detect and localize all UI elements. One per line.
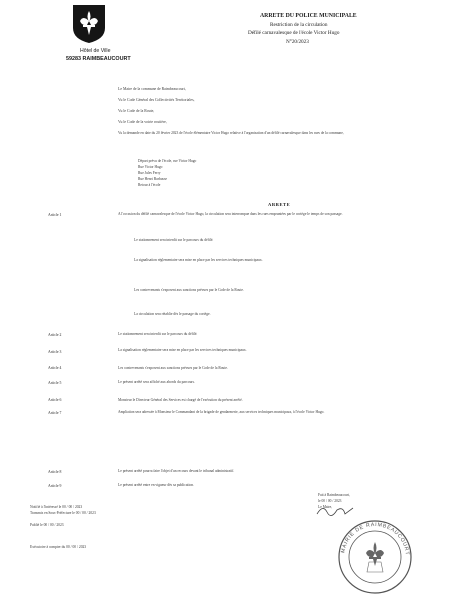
article-detail: Les contrevenants s'exposent aux sanctions prévues par le Code de la Route. bbox=[134, 288, 244, 292]
article-label: Article 2 bbox=[48, 333, 62, 337]
town-address: 59283 RAIMBEAUCOURT bbox=[66, 56, 131, 62]
article-detail: La signalisation réglementaire sera mise en place par les services techniques municipaux. bbox=[134, 258, 263, 262]
official-seal-stamp bbox=[336, 518, 414, 596]
article-text: A l'occasion du défilé carnavalesque de l'école Victor Hugo, la circulation sera interrompue dans les rues empruntées par le cortège le temps de son passage. bbox=[118, 212, 343, 216]
decree-subtitle: Restriction de la circulation bbox=[270, 22, 328, 28]
article-text: Le stationnement sera interdit sur le parcours du défilé. bbox=[118, 332, 198, 336]
notification-line: Notifié à l'intéressé le 00 / 00 / 2023 bbox=[30, 505, 83, 509]
article-text: Ampliation sera adressée à Monsieur le Commandant de la brigade de gendarmerie, aux services techniques municipaux, à l'école Victor Hugo. bbox=[118, 410, 325, 414]
considering-paragraph: Vu la demande en date du 20 février 2023 de l'école élémentaire Victor Hugo relative à l'organisation d'un défilé carnavalesque dans les rues de la commune, bbox=[118, 131, 344, 135]
article-label: Article 4 bbox=[48, 366, 62, 370]
list-item: Retour à l'école bbox=[138, 183, 161, 187]
executory-line: Exécutoire à compter du 00 / 00 / 2023 bbox=[30, 545, 87, 549]
fleur-de-lis-crest-icon bbox=[72, 4, 106, 44]
decree-object: Défilé carnavalesque de l'école Victor Hugo bbox=[248, 30, 340, 36]
list-item: Rue Henri Barbusse bbox=[138, 177, 167, 181]
article-text: Le présent arrêté pourra faire l'objet d'un recours devant le tribunal administratif. bbox=[118, 469, 235, 473]
article-note: La circulation sera rétablie dès le passage du cortège. bbox=[134, 312, 211, 316]
article-text: Les contrevenants s'exposent aux sanctions prévues par le Code de la Route. bbox=[118, 366, 228, 370]
article-text: La signalisation réglementaire sera mise en place par les services techniques municipaux. bbox=[118, 348, 247, 352]
intro-cgct: Vu le Code Général des Collectivités Territoriales, bbox=[118, 98, 195, 102]
article-text: Le présent arrêté entre en vigueur dès sa publication. bbox=[118, 483, 194, 487]
decree-title: ARRETE DU POLICE MUNICIPALE bbox=[260, 13, 357, 19]
intro-code-voirie: Vu le Code de la voirie routière, bbox=[118, 120, 167, 124]
intro-code-route: Vu le Code de la Route, bbox=[118, 109, 155, 113]
decree-number: N°20/2023 bbox=[286, 39, 309, 45]
list-item: Départ prévu de l'école, rue Victor Hugo bbox=[138, 159, 197, 163]
article-label: Article 1 bbox=[48, 213, 62, 217]
svg-text:MAIRIE DE RAIMBEAUCOURT: MAIRIE DE RAIMBEAUCOURT bbox=[340, 521, 411, 556]
article-label: Article 5 bbox=[48, 381, 62, 385]
arrete-heading: ARRETE bbox=[268, 202, 291, 207]
article-label: Article 9 bbox=[48, 484, 62, 488]
article-text: Monsieur le Directeur Général des Services est chargé de l'exécution du présent arrêté. bbox=[118, 398, 243, 402]
article-detail: Le stationnement sera interdit sur le parcours du défilé. bbox=[134, 238, 214, 242]
list-item: Rue Jules Ferry bbox=[138, 171, 161, 175]
article-label: Article 6 bbox=[48, 398, 62, 402]
article-label: Article 3 bbox=[48, 350, 62, 354]
article-text: Le présent arrêté sera affiché aux abords du parcours. bbox=[118, 380, 195, 384]
signatory-title: Le Maire, bbox=[318, 505, 333, 509]
intro-mayor: Le Maire de la commune de Raimbeaucourt, bbox=[118, 87, 186, 91]
signature-date: le 00 / 00 / 2023 bbox=[318, 499, 342, 503]
transmission-line: Transmis en Sous-Préfecture le 00 / 00 / 2023 bbox=[30, 511, 96, 515]
list-item: Rue Victor Hugo bbox=[138, 165, 163, 169]
town-hall-name: Hôtel de Ville bbox=[80, 48, 111, 54]
signature-place: Fait à Raimbeaucourt, bbox=[318, 493, 350, 497]
publication-line: Publié le 00 / 00 / 2023 bbox=[30, 523, 64, 527]
article-label: Article 8 bbox=[48, 470, 62, 474]
article-label: Article 7 bbox=[48, 411, 62, 415]
